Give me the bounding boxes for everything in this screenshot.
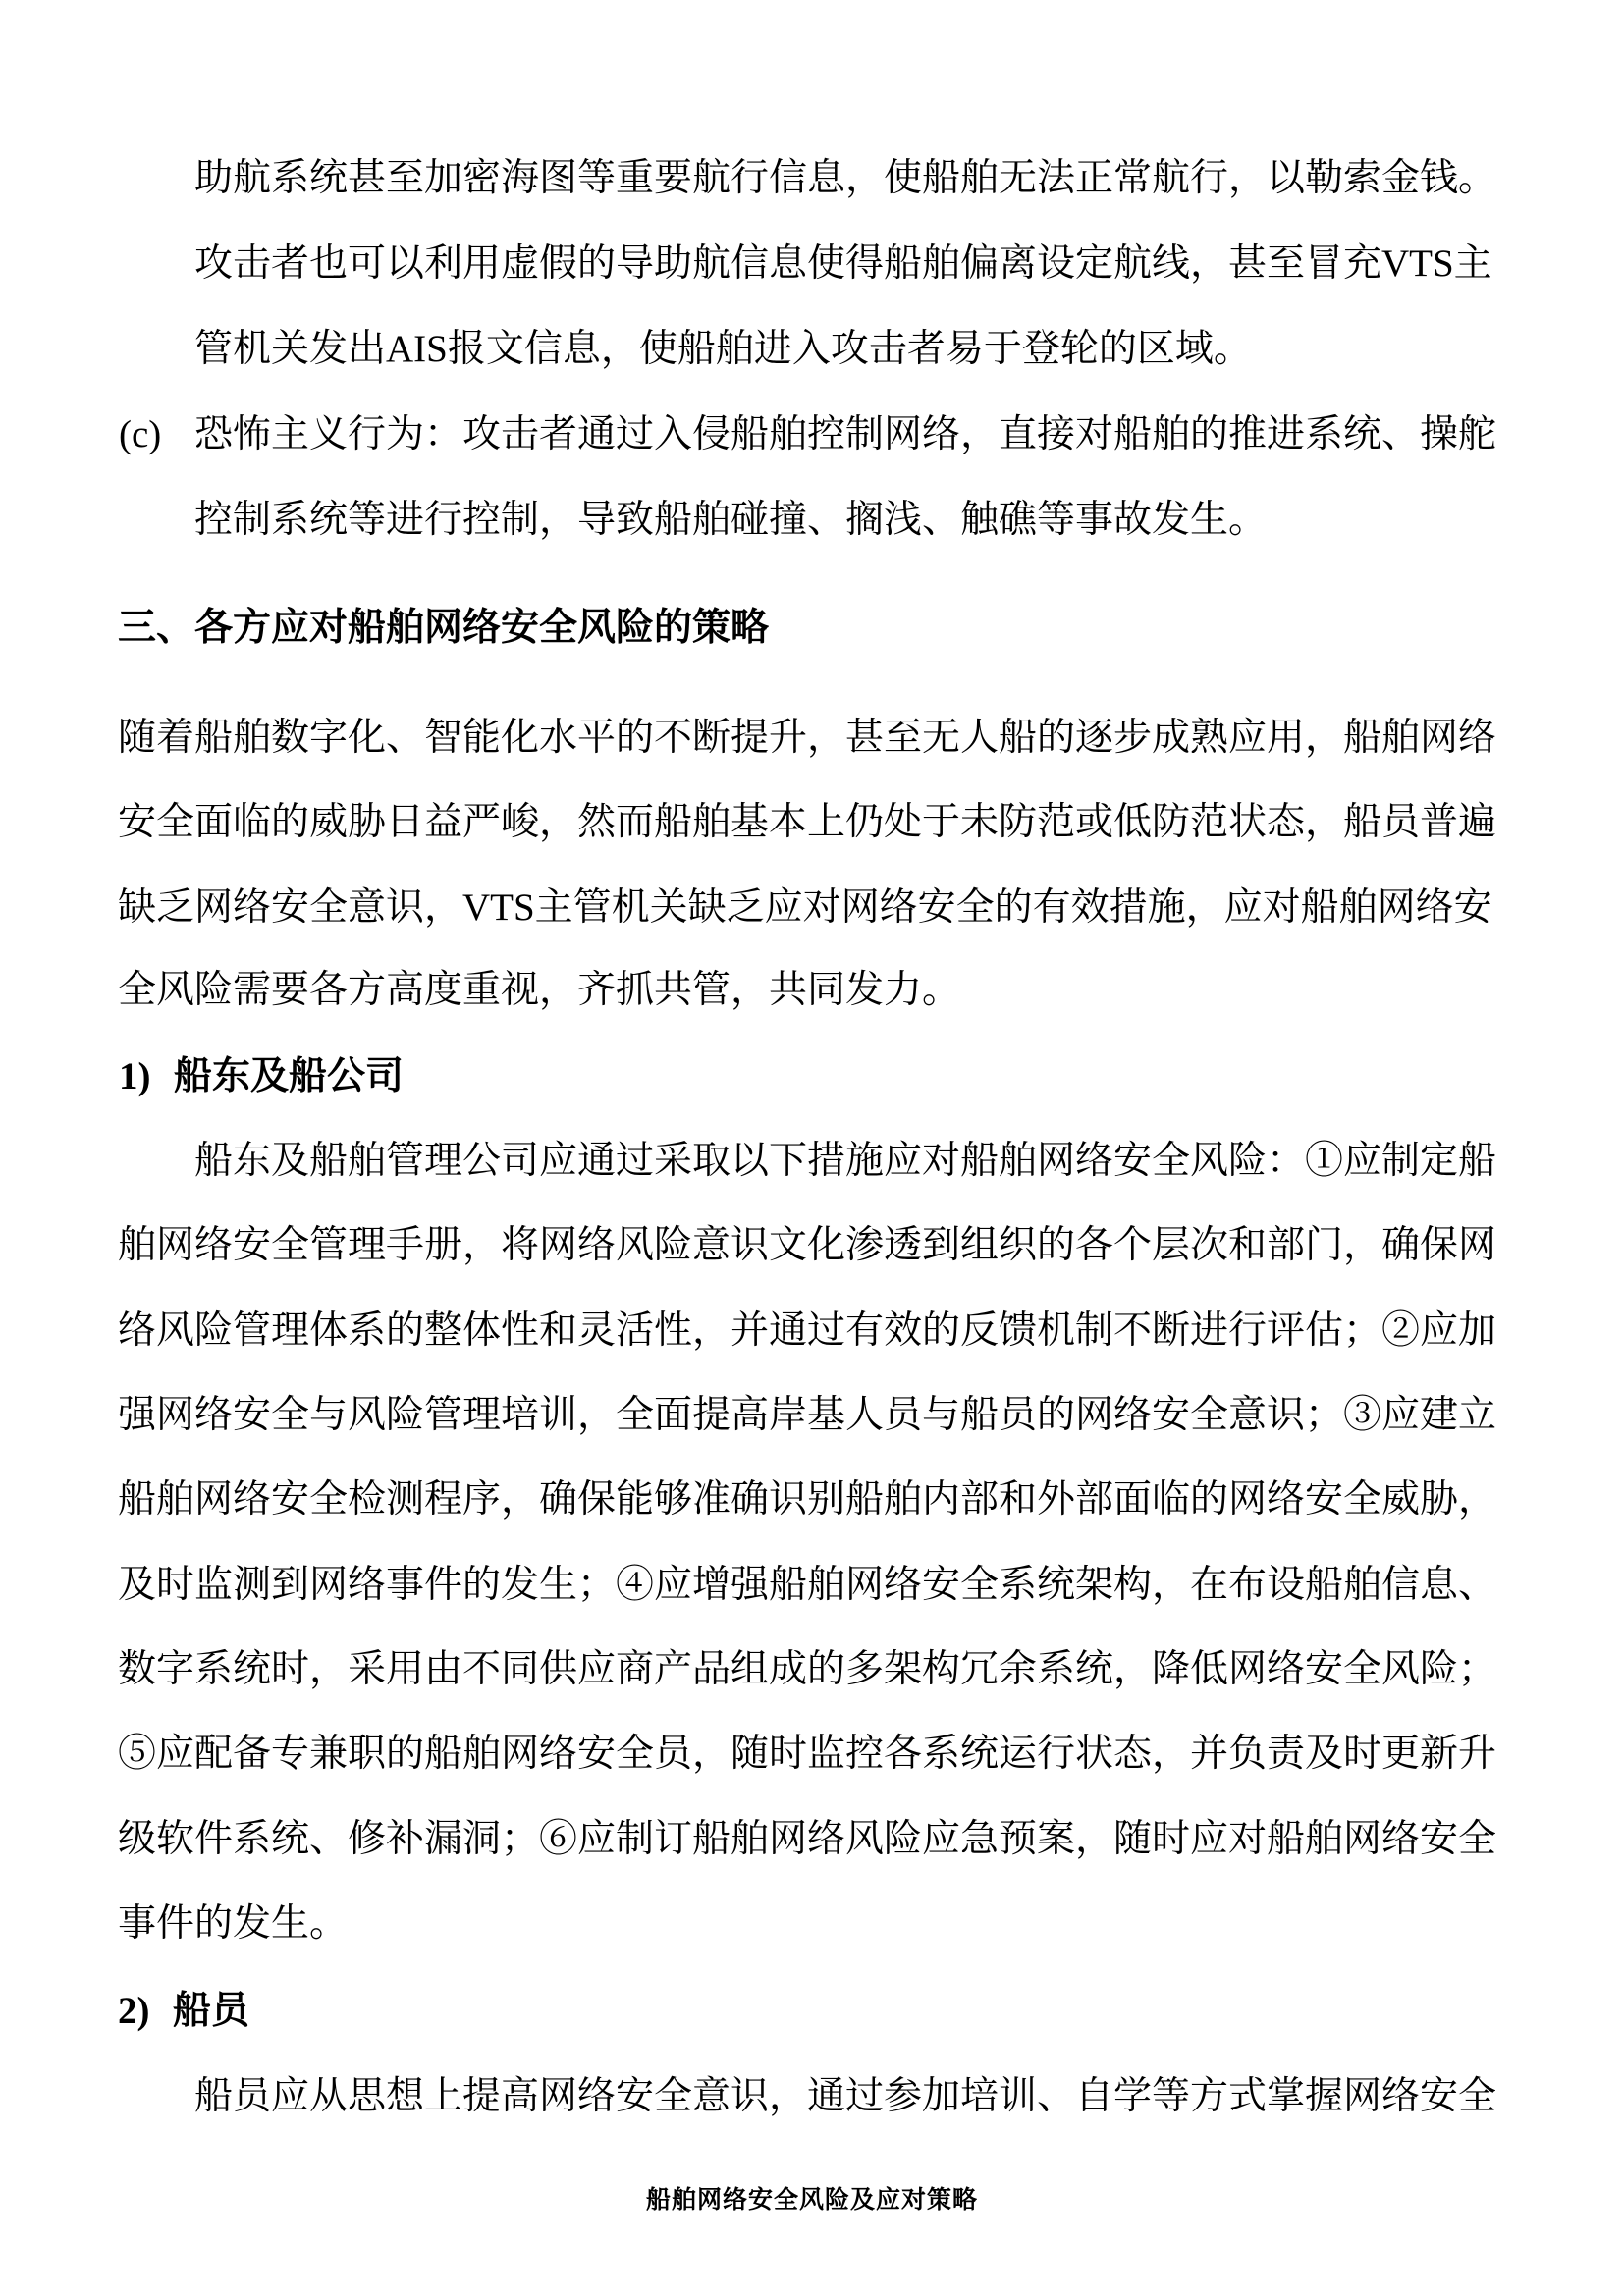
body-line: 络风险管理体系的整体性和灵活性，并通过有效的反馈机制不断进行评估；②应加 bbox=[118, 1309, 1497, 1352]
subsection-number: 2) bbox=[118, 1990, 150, 2032]
subsection-title: 船员 bbox=[173, 1990, 250, 2032]
body-line: 攻击者也可以利用虚假的导助航信息使得船舶偏离设定航线，甚至冒充VTS主 bbox=[194, 242, 1492, 285]
body-line: 控制系统等进行控制，导致船舶碰撞、搁浅、触礁等事故发生。 bbox=[194, 499, 1268, 541]
section-heading: 三、各方应对船舶网络安全风险的策略 bbox=[118, 607, 770, 649]
list-item-text: 恐怖主义行为：攻击者通过入侵船舶控制网络，直接对船舶的推进系统、操舵 bbox=[194, 413, 1497, 455]
body-line: 助航系统甚至加密海图等重要航行信息，使船舶无法正常航行，以勒索金钱。 bbox=[194, 157, 1497, 199]
body-line: 数字系统时，采用由不同供应商产品组成的多架构冗余系统，降低网络安全风险； bbox=[118, 1648, 1497, 1690]
body-line: 船员应从思想上提高网络安全意识，通过参加培训、自学等方式掌握网络安全 bbox=[194, 2075, 1497, 2117]
subsection-heading-1 bbox=[119, 1035, 404, 1119]
list-item-c bbox=[119, 393, 1582, 477]
body-line: 级软件系统、修补漏洞；⑥应制订船舶网络风险应急预案，随时应对船舶网络安全 bbox=[118, 1818, 1497, 1860]
subsection-heading-2 bbox=[118, 1969, 249, 2054]
list-item-marker: (c) bbox=[119, 413, 162, 455]
body-line: 随着船舶数字化、智能化水平的不断提升，甚至无人船的逐步成熟应用，船舶网络 bbox=[118, 717, 1497, 759]
body-line: 事件的发生。 bbox=[118, 1902, 349, 1945]
body-line: 舶网络安全管理手册，将网络风险意识文化渗透到组织的各个层次和部门，确保网 bbox=[118, 1224, 1497, 1266]
body-line: 全风险需要各方高度重视，齐抓共管，共同发力。 bbox=[118, 969, 961, 1011]
body-line: 缺乏网络安全意识，VTS主管机关缺乏应对网络安全的有效措施，应对船舶网络安 bbox=[118, 886, 1492, 929]
body-line: 安全面临的威胁日益严峻，然而船舶基本上仍处于未防范或低防范状态，船员普遍 bbox=[118, 801, 1497, 843]
body-line: ⑤应配备专兼职的船舶网络安全员，随时监控各系统运行状态，并负责及时更新升 bbox=[118, 1733, 1497, 1775]
body-line: 船舶网络安全检测程序，确保能够准确识别船舶内部和外部面临的网络安全威胁， bbox=[118, 1478, 1497, 1521]
body-line: 及时监测到网络事件的发生；④应增强船舶网络安全系统架构，在布设船舶信息、 bbox=[118, 1564, 1497, 1606]
body-line: 管机关发出AIS报文信息，使船舶进入攻击者易于登轮的区域。 bbox=[194, 328, 1252, 370]
body-line: 船东及船舶管理公司应通过采取以下措施应对船舶网络安全风险：①应制定船 bbox=[194, 1140, 1497, 1182]
body-line: 强网络安全与风险管理培训，全面提高岸基人员与船员的网络安全意识；③应建立 bbox=[118, 1394, 1497, 1436]
subsection-number: 1) bbox=[119, 1055, 151, 1097]
page-footer: 船舶网络安全风险及应对策略 bbox=[645, 2187, 978, 2214]
subsection-title: 船东及船公司 bbox=[174, 1055, 405, 1097]
